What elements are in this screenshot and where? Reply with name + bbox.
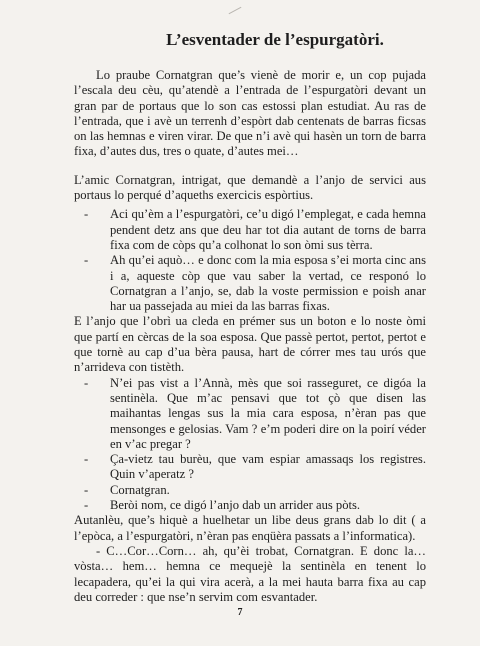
story-body xyxy=(74,68,426,605)
dialogue-line: - Cornatgran. xyxy=(74,483,426,498)
page-title: L’esventader de l’espurgatòri. xyxy=(166,30,384,49)
dialogue-line: - Ça-vietz tau burèu, que vam espiar amassaqs los registres. Quin v’aperatz ? xyxy=(74,452,426,483)
dialogue-line: - Beròi nom, ce digó l’anjo dab un arrider aus pòts. xyxy=(74,498,426,513)
scan-mark xyxy=(229,7,242,14)
paragraph-intro: Lo praube Cornatgran que’s vienè de morir e, un cop pujada l’escala deu cèu, qu’atendè a l’entrada de l’espurgatòri devant un gran par de portaus que lo son cas estossi plan estudiat. Au ras de l’entrada, que i avè un terrenh d’espòrt dab centenats de barras ficsas on las hemnas e viren virar. De que n’i avè qui hasèn un torn de barra fixa, d’autes dus, tres o quate, d’autes mei… xyxy=(74,68,426,159)
paragraph-register: Autanlèu, que’s hiquè a huelhetar un libe deus grans dab lo dit ( a l’epòca, a l’espurgatòri, n’èran pas enqüèra passats a l’informatica). xyxy=(74,513,426,543)
dialogue-list-1 xyxy=(74,207,426,314)
page-number: 7 xyxy=(237,607,243,618)
dialogue-list-2 xyxy=(74,376,426,514)
paragraph-search: E l’anjo que l’obrì ua cleda en prémer sus un boton e lo noste òmi que partí en cèrcas de la soa esposa. Que passè pertot, pertot, pertot e que tornè au cap d’ua bèra pausa, hart de córrer mes tau urós que n’arrideva con tistèth. xyxy=(74,314,426,375)
paragraph-ending: - C…Cor…Corn… ah, qu’èi trobat, Cornatgran. E donc la… vòsta… hem… hemna ce mequejè la sentinèla en tenent lo lecapadera, qu’ei la qui vira acerà, a la mei hauta barra fixa au cap deu correder : que nse’n servim com esvantader. xyxy=(74,543,426,604)
paragraph-gap xyxy=(74,160,426,173)
dialogue-line: - Ah qu’ei aquò… e donc com la mia esposa s’ei morta cinc ans i a, aqueste còp que vau saber la vertad, ce responó lo Cornatgran a l’anjo, se, dab la voste permission e poish anar har ua passejada au miei da las barras fixas. xyxy=(74,253,426,314)
paragraph-question: L’amic Cornatgran, intrigat, que demandè a l’anjo de servici aus portaus lo perqué d’aqueths exercicis espòrtius. xyxy=(74,172,426,203)
dialogue-line: - N’ei pas vist a l’Annà, mès que soi rasseguret, ce digóa la sentinèla. Que m’ac pensavi que tot çò que disen las maihantas lengas sus la mia cara esposa, n’èran pas que mensonges e gelosias. Vam ? e’m poderi dire on la poirí véder en v’ac pregar ? xyxy=(74,376,426,452)
dialogue-line: - Aci qu’èm a l’espurgatòri, ce’u digó l’emplegat, e cada hemna pendent detz ans que deu har tot dia autant de torns de barra fixa com de còps qu’a colhonat lo son òmi sus tèrra. xyxy=(74,207,426,253)
